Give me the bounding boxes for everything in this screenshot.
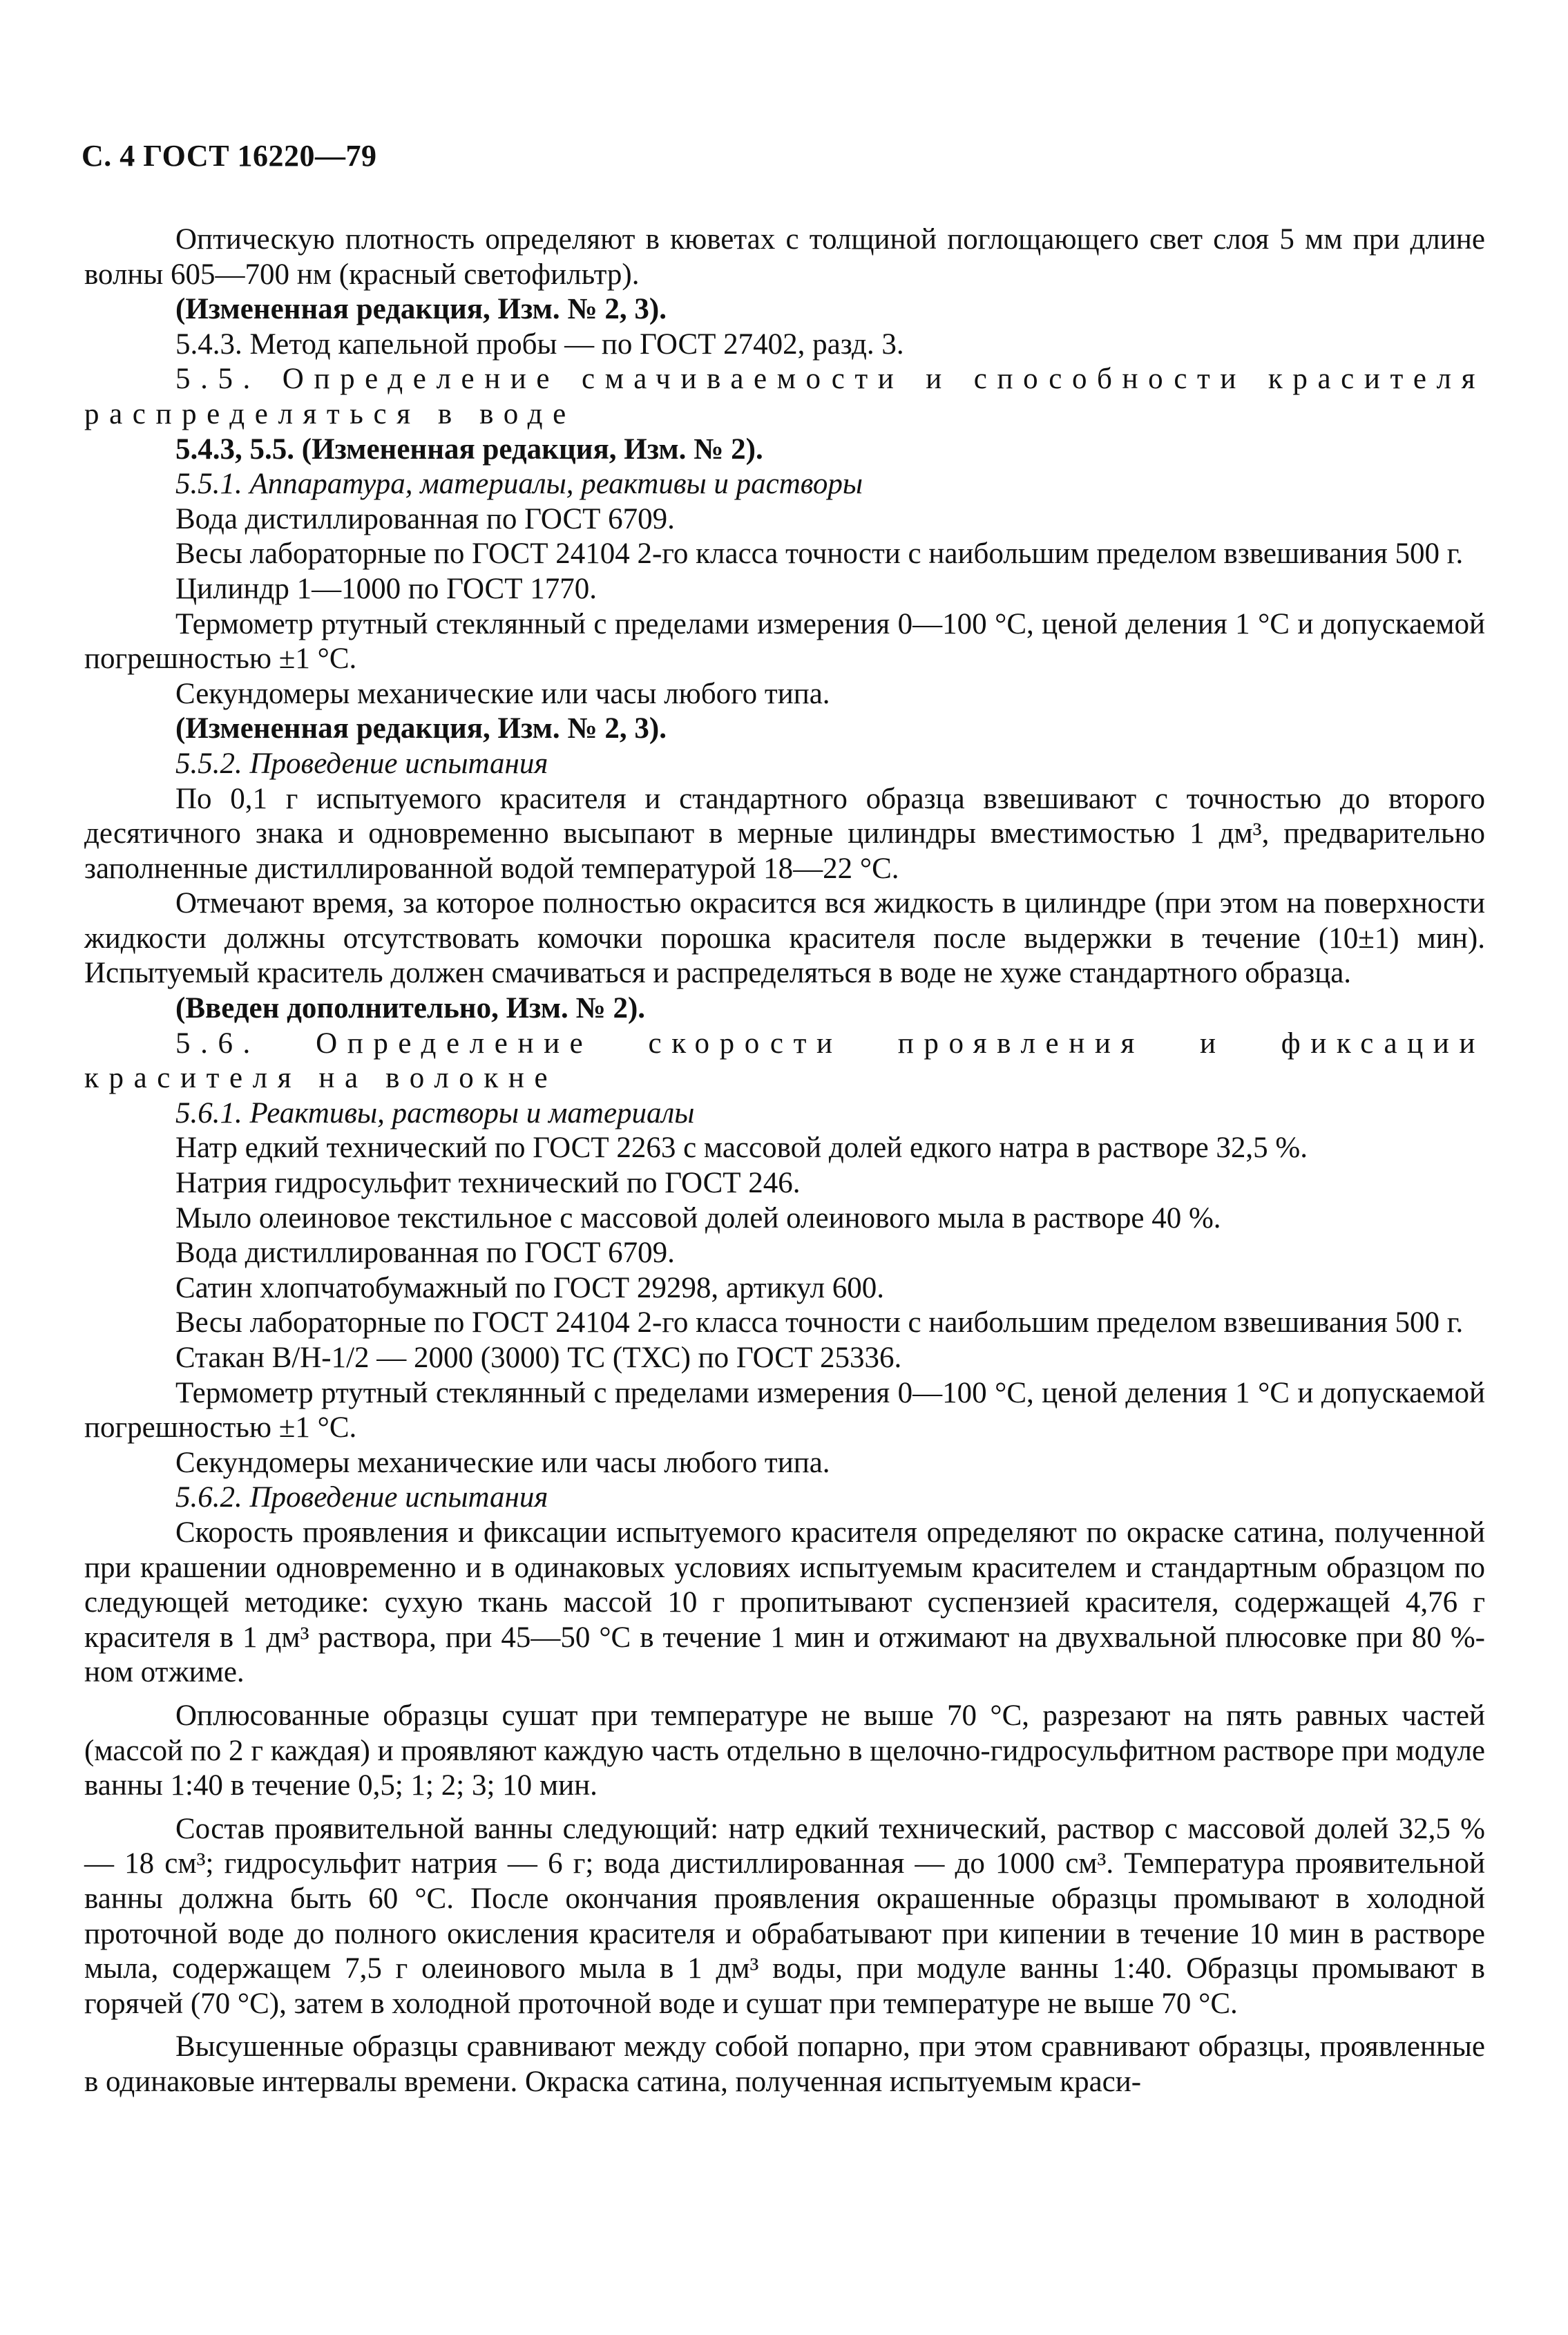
list-item: Весы лабораторные по ГОСТ 24104 2-го класса точности с наибольшим пределом взвешивания 500 г. <box>175 537 1464 571</box>
amendment-note: (Измененная редакция, Изм. № 2, 3). <box>175 293 667 326</box>
paragraph: Оплюсованные образцы сушат при температуре не выше 70 °С, разрезают на пять равных частей (массой по 2 г каждая) и проявляют каждую часть отдельно в щелочно-гидросульфитном растворе при модуле ванны 1:40 в течение 0,5; 1; 2; 3; 10 мин. <box>84 1699 1485 1802</box>
list-item: Цилиндр 1—1000 по ГОСТ 1770. <box>175 572 597 605</box>
amendment-note: (Введен дополнительно, Изм. № 2). <box>175 992 646 1025</box>
subsection-heading: 5.6.1. Реактивы, растворы и материалы <box>175 1096 695 1130</box>
list-item: Вода дистиллированная по ГОСТ 6709. <box>175 502 675 535</box>
list-item: Натр едкий технический по ГОСТ 2263 с массовой долей едкого натра в растворе 32,5 %. <box>175 1132 1308 1165</box>
paragraph: Отмечают время, за которое полностью окрасится вся жидкость в цилиндре (при этом на поверхности жидкости должны отсутствовать комочки порошка красителя после выдержки в течение (10±1) мин). Испытуемый краситель должен смачиваться и распределяться в воде не хуже стандартного образца. <box>84 887 1485 990</box>
paragraph: По 0,1 г испытуемого красителя и стандартного образца взвешивают с точностью до второго десятичного знака и одновременно высыпают в мерные цилиндры вместимостью 1 дм³, предварительно заполненные дистиллированной водой температурой 18—22 °С. <box>84 782 1485 885</box>
list-item: Секундомеры механические или часы любого типа. <box>175 677 830 710</box>
amendment-note: (Измененная редакция, Изм. № 2, 3). <box>175 712 667 745</box>
section-heading: 5.5. Определение смачиваемости и способности красителя распределяться в воде <box>84 363 1485 430</box>
list-item: Мыло олеиновое текстильное с массовой долей олеинового мыла в растворе 40 %. <box>175 1201 1221 1235</box>
subsection-heading: 5.5.1. Аппаратура, материалы, реактивы и растворы <box>175 468 863 501</box>
list-item: Сатин хлопчатобумажный по ГОСТ 29298, артикул 600. <box>175 1271 885 1304</box>
document-body <box>84 222 1485 2099</box>
list-item: Весы лабораторные по ГОСТ 24104 2-го класса точности с наибольшим пределом взвешивания 500 г. <box>175 1306 1464 1340</box>
list-item: Термометр ртутный стеклянный с пределами измерения 0—100 °С, ценой деления 1 °С и допускаемой погрешностью ±1 °С. <box>84 607 1485 676</box>
list-item: Секундомеры механические или часы любого типа. <box>175 1446 830 1479</box>
list-item: Вода дистиллированная по ГОСТ 6709. <box>175 1237 675 1270</box>
list-item: Натрия гидросульфит технический по ГОСТ 246. <box>175 1167 801 1200</box>
subsection-heading: 5.5.2. Проведение испытания <box>175 747 548 780</box>
paragraph: Высушенные образцы сравнивают между собой попарно, при этом сравнивают образцы, проявленные в одинаковые интервалы времени. Окраска сатина, полученная испытуемым краси- <box>84 2030 1485 2098</box>
amendment-note: 5.4.3, 5.5. (Измененная редакция, Изм. № 2). <box>175 432 763 466</box>
paragraph: Состав проявительной ванны следующий: натр едкий технический, раствор с массовой долей 32,5 % — 18 см³; гидросульфит натрия — 6 г; вода дистиллированная — до 1000 см³. Температура проявительной ванны должна быть 60 °С. После окончания проявления окрашенные образцы промывают в холодной проточной воде до полного окисления красителя и обрабатывают при кипении в течение 10 мин в растворе мыла, содержащем 7,5 г олеинового мыла в 1 дм³ воды, при модуле ванны 1:40. Образцы промывают в горячей (70 °С), затем в холодной проточной воде и сушат при температуре не выше 70 °С. <box>84 1812 1485 2020</box>
subsection-heading: 5.6.2. Проведение испытания <box>175 1481 548 1514</box>
list-item: Термометр ртутный стеклянный с пределами измерения 0—100 °С, ценой деления 1 °С и допускаемой погрешностью ±1 °С. <box>84 1376 1485 1445</box>
section-heading: 5.6. Определение скорости проявления и фиксации красителя на волокне <box>84 1027 1485 1095</box>
paragraph: 5.4.3. Метод капельной пробы — по ГОСТ 27402, разд. 3. <box>175 327 904 361</box>
page-header: С. 4 ГОСТ 16220—79 <box>82 139 377 173</box>
list-item: Стакан В/Н-1/2 — 2000 (3000) ТС (ТХС) по ГОСТ 25336. <box>175 1342 902 1374</box>
paragraph: Оптическую плотность определяют в кюветах с толщиной поглощающего свет слоя 5 мм при длине волны 605—700 нм (красный светофильтр). <box>84 223 1485 291</box>
paragraph: Скорость проявления и фиксации испытуемого красителя определяют по окраске сатина, полученной при крашении одновременно и в одинаковых условиях испытуемым красителем и стандартным образцом по следующей методике: сухую ткань массой 10 г пропитывают суспензией красителя, содержащей 4,76 г красителя в 1 дм³ раствора, при 45—50 °С в течение 1 мин и отжимают на двухвальной плюсовке при 80 %-ном отжиме. <box>84 1516 1485 1689</box>
